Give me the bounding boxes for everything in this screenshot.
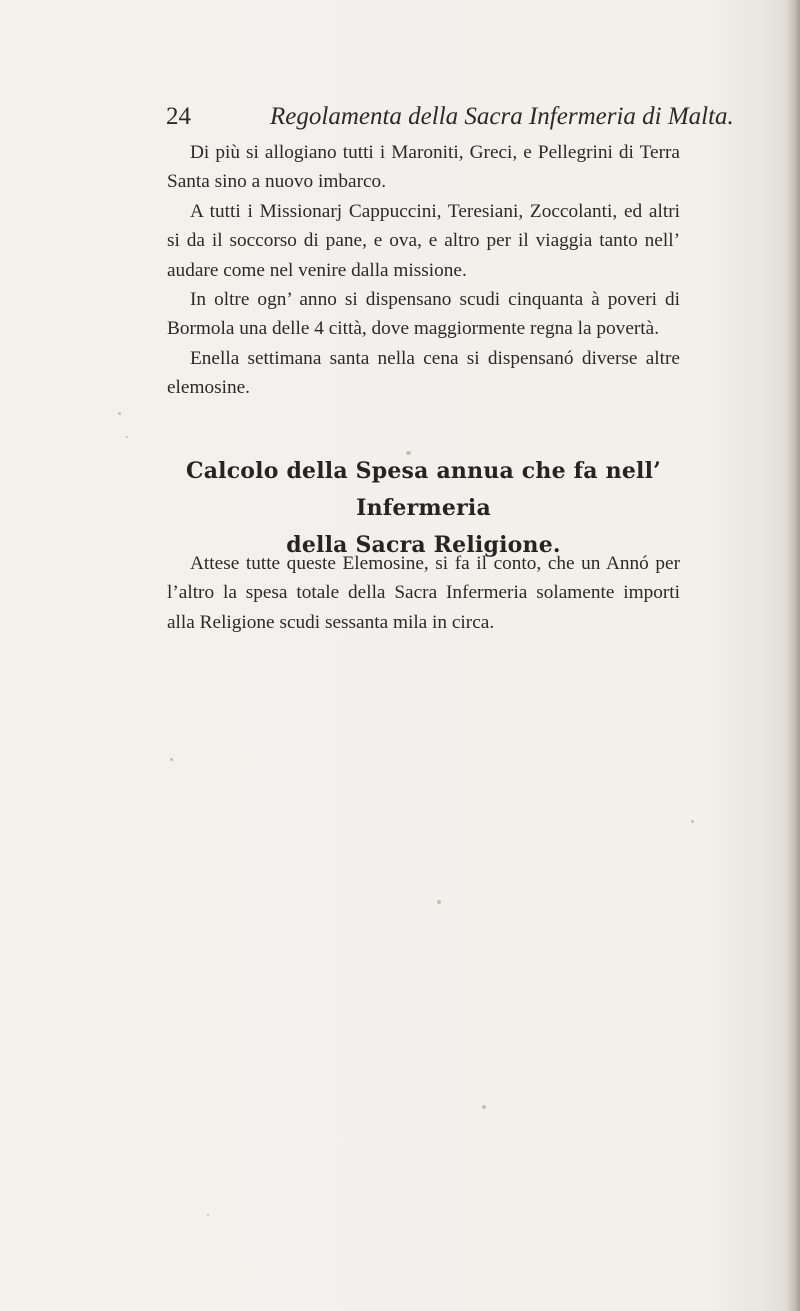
running-head	[166, 101, 734, 133]
paper-speck	[482, 1105, 486, 1109]
paper-speck	[170, 758, 173, 761]
running-title: Regolamenta della Sacra Infermeria di Malta.	[270, 103, 734, 130]
paragraph-total-expense: Attese tutte queste Elemosine, si fa il conto, che un Annó per l’altro la spesa totale della Sacra Infermeria solamente importi alla Religione scudi sessanta mila in circa.	[167, 553, 680, 633]
paragraph-holy-week: Enella settimana santa nella cena si dispensanó diverse altre elemosine.	[167, 347, 680, 399]
page-number: 24	[166, 103, 191, 130]
paper-speck	[118, 412, 121, 415]
paragraph-lodging: Di più si allogiano tutti i Maroniti, Greci, e Pellegrini di Terra Santa sino a nuovo imbarco.	[167, 142, 680, 193]
paragraph-bormola: In oltre ogn’ anno si dispensano scudi cinquanta à poveri di Bormola una delle 4 città, dove maggiormente regna la povertà.	[167, 289, 680, 340]
closing-text	[167, 549, 680, 637]
section-heading-line-1: Calcolo della Spesa annua che fa nell’ Infermeria	[185, 458, 661, 521]
page-edge-shadow	[786, 0, 800, 1311]
section-heading-line-2: della Sacra Religione.	[286, 532, 561, 558]
paper-speck	[437, 900, 441, 904]
section-heading	[160, 453, 687, 564]
paper-speck	[406, 451, 411, 455]
paragraph-missionaries: A tutti i Missionarj Cappuccini, Teresiani, Zoccolanti, ed altri si da il soccorso di pane, e ova, e altro per il viaggia tanto nell’ audare come nel venire dalla missione.	[167, 200, 680, 281]
paper-speck	[691, 820, 694, 823]
body-text	[167, 138, 680, 403]
paper-speck	[207, 1214, 209, 1216]
paper-speck	[126, 436, 128, 438]
